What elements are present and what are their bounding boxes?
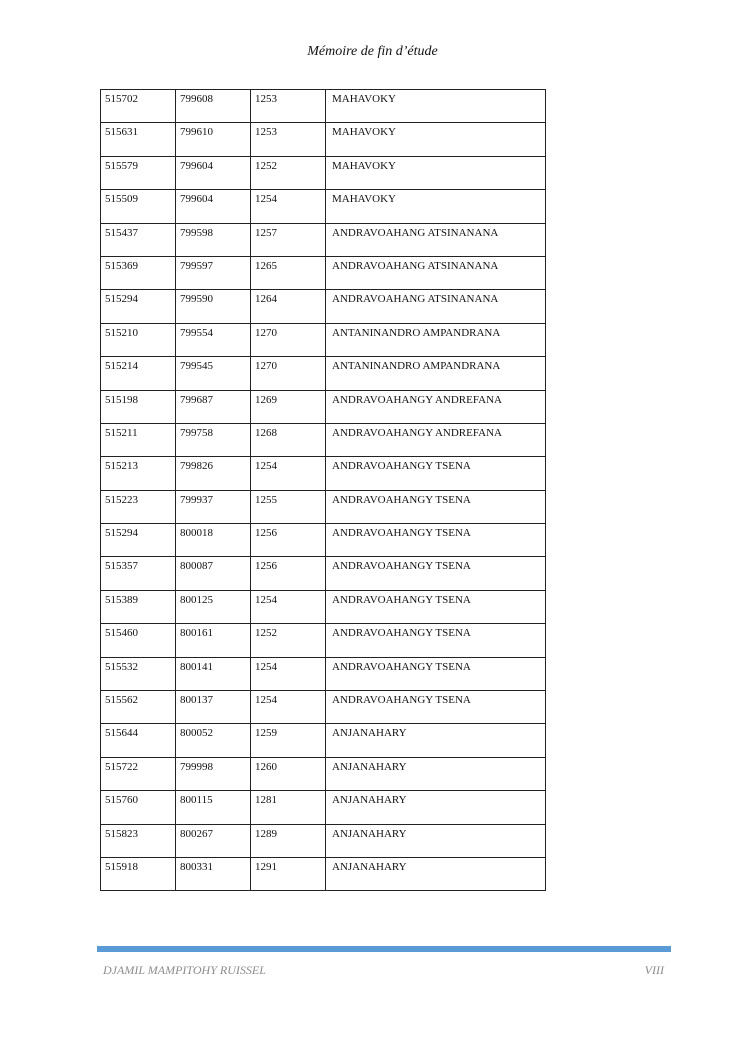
cell-x: 799545 (176, 357, 251, 390)
table-row (101, 590, 546, 623)
cell-y: 1270 (251, 323, 326, 356)
cell-locality: ANJANAHARY (326, 757, 546, 790)
cell-y: 1270 (251, 357, 326, 390)
cell-y: 1265 (251, 256, 326, 289)
cell-x: 799610 (176, 123, 251, 156)
cell-y: 1260 (251, 757, 326, 790)
cell-locality: ANJANAHARY (326, 824, 546, 857)
cell-locality: ANDRAVOAHANGY ANDREFANA (326, 423, 546, 456)
cell-y: 1254 (251, 657, 326, 690)
cell-id: 515918 (101, 857, 176, 890)
cell-y: 1252 (251, 624, 326, 657)
cell-id: 515210 (101, 323, 176, 356)
cell-y: 1256 (251, 557, 326, 590)
cell-id: 515357 (101, 557, 176, 590)
cell-y: 1269 (251, 390, 326, 423)
cell-y: 1253 (251, 123, 326, 156)
cell-locality: ANDRAVOAHANGY TSENA (326, 557, 546, 590)
cell-y: 1254 (251, 457, 326, 490)
cell-locality: ANJANAHARY (326, 791, 546, 824)
footer-page-number: VIII (644, 963, 664, 977)
cell-id: 515437 (101, 223, 176, 256)
table-row (101, 757, 546, 790)
cell-locality: MAHAVOKY (326, 90, 546, 123)
cell-y: 1255 (251, 490, 326, 523)
table-row (101, 357, 546, 390)
cell-locality: ANDRAVOAHANG ATSINANANA (326, 290, 546, 323)
cell-id: 515198 (101, 390, 176, 423)
cell-x: 799998 (176, 757, 251, 790)
cell-y: 1289 (251, 824, 326, 857)
cell-x: 799590 (176, 290, 251, 323)
cell-x: 800087 (176, 557, 251, 590)
cell-id: 515644 (101, 724, 176, 757)
cell-locality: ANDRAVOAHANG ATSINANANA (326, 256, 546, 289)
cell-y: 1254 (251, 590, 326, 623)
table-row (101, 156, 546, 189)
table-row (101, 557, 546, 590)
table-row (101, 857, 546, 890)
cell-locality: ANDRAVOAHANGY ANDREFANA (326, 390, 546, 423)
cell-y: 1254 (251, 190, 326, 223)
table-row (101, 724, 546, 757)
cell-x: 799597 (176, 256, 251, 289)
cell-x: 799826 (176, 457, 251, 490)
cell-locality: ANTANINANDRO AMPANDRANA (326, 323, 546, 356)
cell-y: 1252 (251, 156, 326, 189)
cell-locality: ANDRAVOAHANGY TSENA (326, 590, 546, 623)
footer-rule (97, 946, 671, 952)
cell-x: 799687 (176, 390, 251, 423)
cell-locality: ANJANAHARY (326, 724, 546, 757)
cell-id: 515823 (101, 824, 176, 857)
cell-y: 1281 (251, 791, 326, 824)
table-row (101, 624, 546, 657)
table-row (101, 490, 546, 523)
cell-y: 1253 (251, 90, 326, 123)
page-header-title: Mémoire de fin d’étude (307, 44, 438, 59)
cell-x: 799604 (176, 156, 251, 189)
table-row (101, 691, 546, 724)
cell-id: 515294 (101, 290, 176, 323)
cell-y: 1259 (251, 724, 326, 757)
cell-locality: ANDRAVOAHANGY TSENA (326, 490, 546, 523)
cell-x: 800141 (176, 657, 251, 690)
cell-id: 515760 (101, 791, 176, 824)
cell-id: 515389 (101, 590, 176, 623)
cell-id: 515213 (101, 457, 176, 490)
cell-x: 799554 (176, 323, 251, 356)
cell-id: 515294 (101, 524, 176, 557)
cell-x: 800115 (176, 791, 251, 824)
table-row (101, 657, 546, 690)
cell-id: 515562 (101, 691, 176, 724)
cell-x: 800018 (176, 524, 251, 557)
table-row (101, 323, 546, 356)
table-row (101, 290, 546, 323)
cell-x: 799608 (176, 90, 251, 123)
data-table-body (101, 90, 546, 891)
cell-id: 515214 (101, 357, 176, 390)
table-row (101, 390, 546, 423)
cell-x: 799598 (176, 223, 251, 256)
cell-x: 800161 (176, 624, 251, 657)
cell-id: 515532 (101, 657, 176, 690)
cell-x: 799937 (176, 490, 251, 523)
cell-y: 1264 (251, 290, 326, 323)
table-row (101, 524, 546, 557)
cell-locality: MAHAVOKY (326, 156, 546, 189)
cell-y: 1291 (251, 857, 326, 890)
cell-id: 515579 (101, 156, 176, 189)
cell-id: 515223 (101, 490, 176, 523)
cell-locality: ANTANINANDRO AMPANDRANA (326, 357, 546, 390)
cell-id: 515460 (101, 624, 176, 657)
cell-locality: MAHAVOKY (326, 123, 546, 156)
table-row (101, 791, 546, 824)
table-row (101, 423, 546, 456)
cell-locality: ANDRAVOAHANGY TSENA (326, 657, 546, 690)
cell-x: 800267 (176, 824, 251, 857)
table-row (101, 824, 546, 857)
cell-y: 1268 (251, 423, 326, 456)
cell-locality: ANDRAVOAHANGY TSENA (326, 624, 546, 657)
table-row (101, 256, 546, 289)
cell-locality: ANDRAVOAHANGY TSENA (326, 457, 546, 490)
footer-author: DJAMIL MAMPITOHY RUISSEL (103, 963, 266, 977)
cell-locality: MAHAVOKY (326, 190, 546, 223)
cell-y: 1254 (251, 691, 326, 724)
cell-id: 515631 (101, 123, 176, 156)
cell-x: 800137 (176, 691, 251, 724)
cell-x: 800052 (176, 724, 251, 757)
cell-id: 515702 (101, 90, 176, 123)
cell-id: 515722 (101, 757, 176, 790)
cell-locality: ANDRAVOAHANGY TSENA (326, 691, 546, 724)
data-table (100, 89, 546, 891)
cell-id: 515369 (101, 256, 176, 289)
cell-x: 800331 (176, 857, 251, 890)
cell-id: 515211 (101, 423, 176, 456)
table-row (101, 123, 546, 156)
cell-x: 799758 (176, 423, 251, 456)
cell-id: 515509 (101, 190, 176, 223)
cell-y: 1257 (251, 223, 326, 256)
table-row (101, 457, 546, 490)
cell-locality: ANDRAVOAHANGY TSENA (326, 524, 546, 557)
cell-x: 800125 (176, 590, 251, 623)
table-row (101, 223, 546, 256)
cell-locality: ANJANAHARY (326, 857, 546, 890)
cell-x: 799604 (176, 190, 251, 223)
cell-locality: ANDRAVOAHANG ATSINANANA (326, 223, 546, 256)
table-row (101, 190, 546, 223)
cell-y: 1256 (251, 524, 326, 557)
table-row (101, 90, 546, 123)
